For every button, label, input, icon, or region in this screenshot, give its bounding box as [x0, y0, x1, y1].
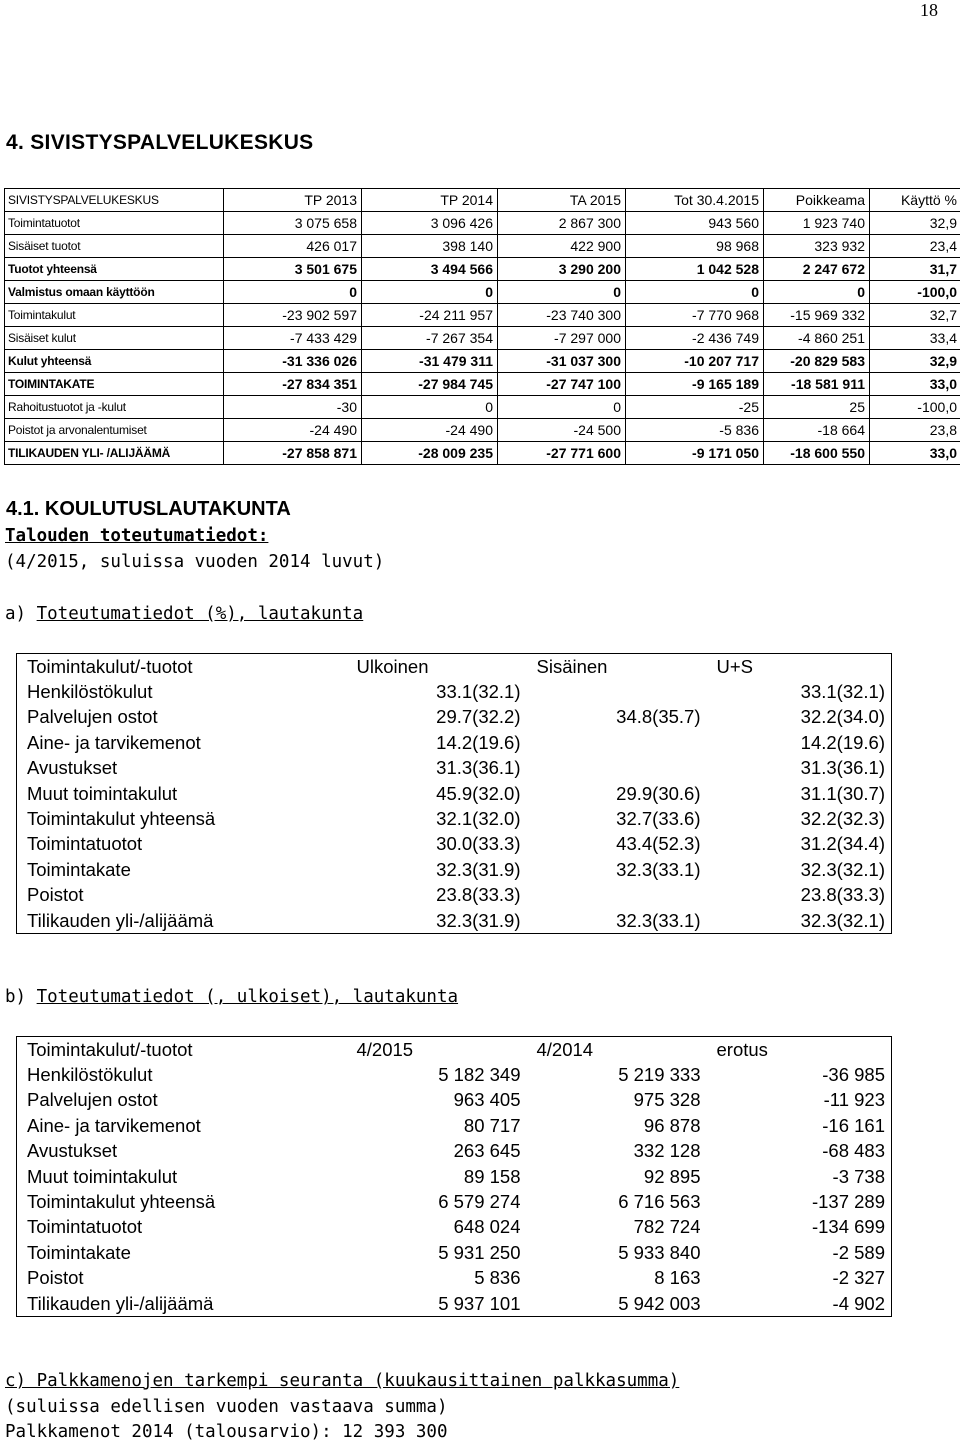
header-cell: Toimintakulut/-tuotot: [27, 655, 193, 677]
budget-header-cell: TA 2015: [498, 189, 626, 212]
value-cell: 5 933 840: [618, 1241, 701, 1263]
value-cell: 0: [626, 281, 764, 304]
value-cell: 32,9: [870, 350, 960, 373]
row-label: Toimintakulut yhteensä: [27, 1191, 216, 1213]
value-cell: -23 902 597: [224, 304, 362, 327]
value-cell: 96 878: [643, 1114, 701, 1136]
table-row: [17, 756, 892, 781]
row-label: Avustukset: [27, 1140, 118, 1162]
value-cell: 1 923 740: [764, 212, 870, 235]
value-cell: -31 037 300: [498, 350, 626, 373]
table-row: [17, 1240, 892, 1265]
budget-header-cell: SIVISTYSPALVELUKESKUS: [5, 189, 224, 212]
table-row: [17, 832, 892, 857]
value-cell: 80 717: [463, 1114, 521, 1136]
row-label: Muut toimintakulut: [27, 782, 178, 804]
value-cell: -100,0: [870, 396, 960, 419]
row-label: Toimintakulut: [5, 304, 224, 327]
value-cell: -137 289: [811, 1191, 885, 1213]
value-cell: 0: [498, 281, 626, 304]
row-label: Palvelujen ostot: [27, 1089, 158, 1111]
row-label: Toimintakate: [27, 1241, 131, 1263]
part-a-title: Toteutumatiedot (%), lautakunta: [36, 604, 364, 624]
value-cell: -31 479 311: [362, 350, 498, 373]
value-cell: -9 171 050: [626, 442, 764, 465]
row-label: Poistot ja arvonalentumiset: [5, 419, 224, 442]
value-cell: 29.7(32.2): [436, 706, 521, 728]
value-cell: 426 017: [224, 235, 362, 258]
table-row: [17, 1113, 892, 1138]
table-row: [17, 1139, 892, 1164]
value-cell: 45.9(32.0): [436, 782, 521, 804]
value-cell: -25: [626, 396, 764, 419]
value-cell: -2 327: [832, 1267, 885, 1289]
value-cell: 32.3(33.1): [616, 909, 701, 931]
value-cell: 14.2(19.6): [436, 731, 521, 753]
value-cell: -7 770 968: [626, 304, 764, 327]
header-cell: U+S: [716, 655, 754, 677]
budget-header-cell: Käyttö %: [870, 189, 960, 212]
header-cell: Toimintakulut/-tuotot: [27, 1038, 193, 1060]
row-label: Henkilöstökulut: [27, 1064, 153, 1086]
value-cell: 23,4: [870, 235, 960, 258]
row-label: Toimintatuotot: [27, 1216, 143, 1238]
value-cell: -10 207 717: [626, 350, 764, 373]
value-cell: -27 747 100: [498, 373, 626, 396]
value-cell: 92 895: [643, 1165, 701, 1187]
section-title: 4. SIVISTYSPALVELUKESKUS: [6, 131, 314, 154]
value-cell: -18 581 911: [764, 373, 870, 396]
value-cell: 3 096 426: [362, 212, 498, 235]
table-row: [17, 1088, 892, 1113]
table-row: [5, 258, 960, 281]
part-c-subtitle: (suluissa edellisen vuoden vastaava summa): [5, 1397, 448, 1417]
budget-header-cell: Poikkeama: [764, 189, 870, 212]
value-cell: 32.2(34.0): [800, 706, 885, 728]
value-cell: 14.2(19.6): [800, 731, 885, 753]
value-cell: 32.7(33.6): [616, 808, 701, 830]
value-cell: 2 867 300: [498, 212, 626, 235]
header-cell: Ulkoinen: [356, 655, 429, 677]
value-cell: -18 600 550: [764, 442, 870, 465]
value-cell: 8 163: [654, 1267, 701, 1289]
value-cell: 31.3(36.1): [800, 757, 885, 779]
budget-table: [4, 188, 960, 465]
value-cell: -16 161: [822, 1114, 885, 1136]
value-cell: 332 128: [633, 1140, 701, 1162]
part-a-prefix: a): [5, 604, 37, 624]
value-cell: 23.8(33.3): [800, 884, 885, 906]
value-cell: -24 490: [224, 419, 362, 442]
part-c-title: c) Palkkamenojen tarkempi seuranta (kuukausittainen palkkasumma): [5, 1371, 680, 1391]
value-cell: 1 042 528: [626, 258, 764, 281]
row-label: TILIKAUDEN YLI- /ALIJÄÄMÄ: [5, 442, 224, 465]
economy-subtitle: (4/2015, suluissa vuoden 2014 luvut): [5, 552, 385, 572]
table-row: [5, 350, 960, 373]
table-row: [5, 442, 960, 465]
value-cell: 33.1(32.1): [800, 681, 885, 703]
value-cell: 32.3(32.1): [800, 909, 885, 931]
value-cell: 31.2(34.4): [800, 833, 885, 855]
row-label: Kulut yhteensä: [5, 350, 224, 373]
value-cell: 323 932: [764, 235, 870, 258]
value-cell: -5 836: [626, 419, 764, 442]
salary-line: Palkkamenot 2014 (talousarvio): 12 393 300: [5, 1422, 448, 1442]
header-cell: erotus: [716, 1038, 768, 1060]
value-cell: 0: [764, 281, 870, 304]
row-label: Muut toimintakulut: [27, 1165, 178, 1187]
value-cell: 43.4(52.3): [616, 833, 701, 855]
value-cell: -134 699: [811, 1216, 885, 1238]
value-cell: 782 724: [633, 1216, 701, 1238]
value-cell: 34.8(35.7): [616, 706, 701, 728]
value-cell: [527, 679, 707, 704]
table-row: [17, 679, 892, 704]
value-cell: 3 290 200: [498, 258, 626, 281]
value-cell: -28 009 235: [362, 442, 498, 465]
table-row: [17, 806, 892, 831]
table-row: [17, 857, 892, 882]
header-cell: 4/2015: [356, 1038, 414, 1060]
value-cell: 31.1(30.7): [800, 782, 885, 804]
table-row: [5, 419, 960, 442]
value-cell: 5 182 349: [438, 1064, 521, 1086]
row-label: Avustukset: [27, 757, 118, 779]
subsection-title: 4.1. KOULUTUSLAUTAKUNTA: [6, 498, 291, 520]
value-cell: -2 589: [832, 1241, 885, 1263]
value-cell: 32,9: [870, 212, 960, 235]
value-cell: 5 942 003: [618, 1292, 701, 1314]
value-cell: 29.9(30.6): [616, 782, 701, 804]
table-header-row: [17, 654, 892, 680]
economy-title: Talouden toteutumatiedot:: [5, 526, 269, 546]
value-cell: -7 267 354: [362, 327, 498, 350]
row-label: Rahoitustuotot ja -kulut: [5, 396, 224, 419]
value-cell: -7 297 000: [498, 327, 626, 350]
value-cell: -100,0: [870, 281, 960, 304]
row-label: Tuotot yhteensä: [5, 258, 224, 281]
value-cell: 975 328: [633, 1089, 701, 1111]
value-cell: 2 247 672: [764, 258, 870, 281]
value-cell: 3 494 566: [362, 258, 498, 281]
value-cell: 0: [362, 281, 498, 304]
value-cell: -31 336 026: [224, 350, 362, 373]
value-cell: -11 923: [823, 1089, 885, 1111]
value-cell: 6 716 563: [618, 1191, 701, 1213]
value-cell: 31,7: [870, 258, 960, 281]
value-cell: 33.1(32.1): [436, 681, 521, 703]
row-label: Toimintakulut yhteensä: [27, 808, 216, 830]
value-cell: 422 900: [498, 235, 626, 258]
value-cell: 943 560: [626, 212, 764, 235]
row-label: Tilikauden yli-/alijäämä: [27, 1292, 214, 1314]
value-cell: -24 211 957: [362, 304, 498, 327]
percent-table: [16, 653, 892, 934]
value-cell: -27 771 600: [498, 442, 626, 465]
row-label: Toimintatuotot: [5, 212, 224, 235]
value-cell: -2 436 749: [626, 327, 764, 350]
value-cell: -18 664: [764, 419, 870, 442]
value-cell: 31.3(36.1): [436, 757, 521, 779]
value-cell: 3 075 658: [224, 212, 362, 235]
table-row: [17, 1215, 892, 1240]
value-cell: -36 985: [822, 1064, 885, 1086]
value-cell: 23,8: [870, 419, 960, 442]
row-label: Poistot: [27, 1267, 84, 1289]
value-cell: -4 860 251: [764, 327, 870, 350]
value-cell: -4 902: [832, 1292, 885, 1314]
value-cell: [527, 883, 707, 908]
value-cell: -15 969 332: [764, 304, 870, 327]
value-cell: 648 024: [453, 1216, 521, 1238]
header-cell: Sisäinen: [536, 655, 608, 677]
value-cell: -9 165 189: [626, 373, 764, 396]
row-label: Toimintatuotot: [27, 833, 143, 855]
table-row: [5, 396, 960, 419]
value-cell: 32.1(32.0): [436, 808, 521, 830]
row-label: Sisäiset tuotot: [5, 235, 224, 258]
row-label: Toimintakate: [27, 858, 131, 880]
table-row: [17, 1189, 892, 1214]
value-cell: -27 834 351: [224, 373, 362, 396]
value-cell: 30.0(33.3): [436, 833, 521, 855]
value-cell: 25: [764, 396, 870, 419]
value-cell: 5 836: [474, 1267, 521, 1289]
row-label: Poistot: [27, 884, 84, 906]
value-cell: 0: [498, 396, 626, 419]
value-cell: 0: [224, 281, 362, 304]
row-label: Sisäiset kulut: [5, 327, 224, 350]
table-row: [5, 235, 960, 258]
budget-header-cell: Tot 30.4.2015: [626, 189, 764, 212]
table-row: [5, 373, 960, 396]
value-cell: [527, 756, 707, 781]
value-cell: -24 490: [362, 419, 498, 442]
table-row: [17, 781, 892, 806]
part-a-heading: [5, 604, 363, 624]
table-row: [17, 1291, 892, 1317]
row-label: Henkilöstökulut: [27, 681, 153, 703]
value-cell: 6 579 274: [438, 1191, 521, 1213]
row-label: Palvelujen ostot: [27, 706, 158, 728]
budget-table-header: [5, 189, 960, 212]
value-cell: -27 984 745: [362, 373, 498, 396]
part-b-prefix: b): [5, 987, 37, 1007]
table-header-row: [17, 1037, 892, 1063]
value-cell: 5 219 333: [618, 1064, 701, 1086]
budget-header-cell: TP 2013: [224, 189, 362, 212]
row-label: Valmistus omaan käyttöön: [5, 281, 224, 304]
value-cell: 32,7: [870, 304, 960, 327]
table-row: [17, 1062, 892, 1087]
table-row: [17, 730, 892, 755]
header-cell: 4/2014: [536, 1038, 594, 1060]
value-cell: -68 483: [822, 1140, 885, 1162]
value-cell: -23 740 300: [498, 304, 626, 327]
value-cell: -20 829 583: [764, 350, 870, 373]
value-cell: -30: [224, 396, 362, 419]
value-cell: 33,4: [870, 327, 960, 350]
part-b-title: Toteutumatiedot (, ulkoiset), lautakunta: [36, 987, 459, 1007]
value-cell: 5 937 101: [438, 1292, 521, 1314]
value-cell: -24 500: [498, 419, 626, 442]
table-row: [5, 327, 960, 350]
row-label: Tilikauden yli-/alijäämä: [27, 909, 214, 931]
value-cell: 3 501 675: [224, 258, 362, 281]
value-cell: 398 140: [362, 235, 498, 258]
value-cell: -3 738: [832, 1165, 885, 1187]
table-row: [17, 908, 892, 934]
page-number: 18: [920, 0, 938, 20]
table-row: [17, 1266, 892, 1291]
value-cell: 32.3(33.1): [616, 858, 701, 880]
row-label: Aine- ja tarvikemenot: [27, 1114, 201, 1136]
table-row: [5, 212, 960, 235]
value-cell: 33,0: [870, 373, 960, 396]
value-cell: 0: [362, 396, 498, 419]
value-cell: 32.3(32.1): [800, 858, 885, 880]
table-row: [17, 883, 892, 908]
value-cell: -7 433 429: [224, 327, 362, 350]
euro-table: [16, 1036, 892, 1317]
value-cell: 963 405: [453, 1089, 521, 1111]
value-cell: 32.3(31.9): [436, 909, 521, 931]
table-row: [17, 705, 892, 730]
row-label: TOIMINTAKATE: [5, 373, 224, 396]
value-cell: 32.3(31.9): [436, 858, 521, 880]
value-cell: 33,0: [870, 442, 960, 465]
value-cell: 89 158: [463, 1165, 521, 1187]
value-cell: 32.2(32.3): [800, 808, 885, 830]
value-cell: 5 931 250: [438, 1241, 521, 1263]
value-cell: -27 858 871: [224, 442, 362, 465]
table-row: [5, 304, 960, 327]
value-cell: 263 645: [453, 1140, 521, 1162]
budget-header-cell: TP 2014: [362, 189, 498, 212]
table-row: [5, 281, 960, 304]
table-row: [17, 1164, 892, 1189]
row-label: Aine- ja tarvikemenot: [27, 731, 201, 753]
value-cell: 98 968: [626, 235, 764, 258]
value-cell: 23.8(33.3): [436, 884, 521, 906]
value-cell: [527, 730, 707, 755]
part-b-heading: [5, 987, 458, 1007]
